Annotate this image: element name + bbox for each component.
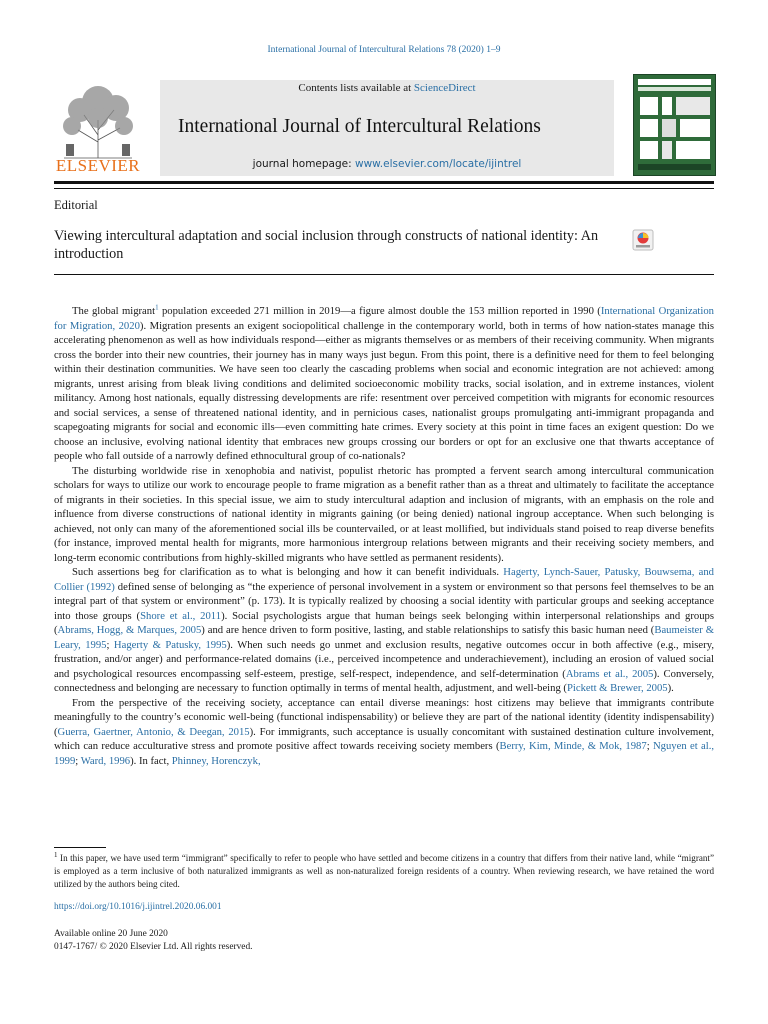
citation-link[interactable]: Abrams, Hogg, & Marques, 2005 [57,625,202,636]
journal-cover-thumbnail[interactable] [633,74,716,176]
header-rule-thin [54,188,714,189]
text-run: From the perspective of the receiving society, acceptance can entail diverse meanings: host citizens may believe that immigrants contribute meaningfully to the country’s economic well-being (functional indispensability) or believe they are part of the national identity (identity indispensability) ( [54,697,714,738]
citation-link[interactable]: Guerra, Gaertner, Antonio, & Deegan, 2015 [57,726,250,738]
text-run: population exceeded 271 million in 2019—a figure almost double the 153 million reported in 1990 ( [158,306,601,317]
header-rule-thick [54,181,714,184]
journal-banner [160,80,614,176]
homepage-line [160,158,614,170]
footnote-text: In this paper, we have used term “immigrant” specifically to refer to people who have settled and become citizens in a country that differs from their native land, while “migrant” is employed as a term inclusive of both naturalized immigrants as well as non-naturalized foreign residents of a country. When reviewing research, we have retained the word utilized by the authors being cited. [54,853,714,889]
paragraph-4 [54,697,714,770]
footnote [54,852,714,891]
contents-line [160,82,614,94]
citation-link[interactable]: Ward, 1996 [80,755,131,767]
section-label: Editorial [54,198,98,212]
citation-link[interactable]: Hagerty, Lynch-Sauer, Patusky, Bouwsema, and Collier (1992) [54,567,714,593]
sciencedirect-link[interactable]: ScienceDirect [413,82,476,94]
available-online-date: Available online 20 June 2020 [54,929,168,939]
text-run: ). In fact, [130,755,172,767]
doi-link[interactable]: https://doi.org/10.1016/j.ijintrel.2020.06.001 [54,902,222,912]
text-run: The global migrant [72,306,156,317]
text-run: ). [667,683,674,694]
check-for-updates-icon[interactable] [632,229,654,251]
article-title: Viewing intercultural adaptation and social inclusion through constructs of national identity: An introduction [54,228,599,262]
citation-link[interactable]: Pickett & Brewer, 2005 [566,683,668,694]
text-run: ). Conversely, connectedness and belonging are necessary to function optimally in terms of mental health, adjustment, and well-being ( [54,668,714,694]
citation-link[interactable]: Nguyen et al., 1999 [54,741,715,767]
paragraph-1 [54,305,714,465]
text-run: ). Migration presents an exigent sociopolitical challenge in the contemporary world, both in terms of how nation-states manage this accelerating phenomenon as well as how individuals respond—either as migrants themselves or as members of their receiving community. When migrants cross the border into their new countries, their journey has in many ways just begun. From this point, there is a definitive need for them to feel belonging within their destination communities. We have seen too clearly the cascading problems when social and economic integration are not achieved: among migrants, unrest arising from bleak living conditions and delimited socioeconomic mobility tracks, social isolation, and in extreme instances, violent militancy. Among host nationals, equally distressing developments are rife: resentment over perceived competition with migrants for economic resources and social services, a sense of threatened national identity, and in pernicious cases, nationalist groups promulgating anti-immigrant propaganda and scapegoating migrants for social and economic ills—even committing hate crimes. Every society at this point in time faces an exigent question: Do we choose an inclusive, evolving national identity that embraces new groups crossing our borders or opt for an exclusive one that thwarts acceptance of people who fall outside of a narrowly defined ethnocultural group of co-nationals? [54,320,714,462]
citation-link[interactable]: Berry, Kim, Minde, & Mok, 1987 [499,741,647,752]
footnote-number: 1 [54,850,58,859]
journal-citation-line[interactable]: International Journal of Intercultural Relations 78 (2020) 1–9 [267,45,501,55]
contents-prefix: Contents lists available at [298,82,414,94]
citation-link[interactable]: Phinney, Horenczyk, [171,755,261,767]
citation-link[interactable]: Baumeister & Leary, 1995 [54,625,714,651]
text-run: ; [75,755,81,767]
citation-link[interactable]: Abrams et al., 2005 [565,668,654,680]
availability-info [54,928,253,954]
masthead [54,72,714,180]
citation-link[interactable]: International Organization for Migration, 2020 [54,306,714,332]
text-run: ; [646,741,653,752]
homepage-prefix: journal homepage: [252,158,355,170]
text-run: ). When such needs go unmet and exclusion results, negative outcomes occur in both affective (e.g., misery, frustration, and/or anger) and performance-related domains (i.e., perceived incompetence and underachievement), including an erosion of valued social and psychological resources encompassing self-esteem, prestige, self-respect, independence, and self-determination ( [54,639,714,680]
citation-link[interactable]: Hagerty & Patusky, 1995 [113,639,227,651]
footnote-rule [54,847,106,848]
text-run: ; [106,639,114,651]
title-rule [54,274,714,275]
article-body [54,305,714,769]
text-run: defined sense of belonging as “the experience of personal involvement in a system or environment so that persons feel themselves to be an integral part of that system or environment” (p. 173). It is typically realized by choosing a social identity with particular groups and seeking acceptance into those groups ( [54,581,714,622]
elsevier-wordmark[interactable]: ELSEVIER [55,156,141,175]
paragraph-2: The disturbing worldwide rise in xenophobia and nativist, populist rhetoric has prompted a fervent search among intercultural communication scholars for ways to utilize our work to encourage people to frame migration as a benefit rather than as a threat and ultimately to facilitate the acceptance of migrants in their societies. In this special issue, we aim to study intercultural adaption and inclusion of migrants, with an emphasis on the role and influence from diverse constructions of national identity in migrants gaining (or being denied) national ingroup acceptance. When such belonging is achieved, not only can many of the aforementioned social ills be countervailed, or at least mollified, but individuals stand poised to reap diverse benefits (for instance, improved mental health for migrants, more harmonious intergroup relations between migrants and their receiving society members, and long-term economic contributions from highly-skilled migrants who have settled as permanent residents). [54,465,714,564]
text-run: Such assertions beg for clarification as to what is belonging and how it can benefit individuals. [72,567,504,578]
text-run: ). For immigrants, such acceptance is usually concomitant with sustained destination culture involvement, which can reduce acculturative stress and promote positive affect towards receiving society members ( [54,726,714,752]
text-run: ). Social psychologists argue that human beings seek belonging within interpersonal relationships and groups ( [54,610,714,636]
footnote-marker[interactable]: 1 [155,303,159,312]
paragraph-3 [54,566,714,697]
journal-title: International Journal of Intercultural Relations [178,116,541,137]
citation-link[interactable]: Shore et al., 2011 [140,610,222,622]
text-run: ) and are hence driven to form positive, lasting, and stable relationships to satisfy this basic human need ( [201,625,655,636]
homepage-link[interactable]: www.elsevier.com/locate/ijintrel [355,158,522,170]
copyright-line: 0147-1767/ © 2020 Elsevier Ltd. All rights reserved. [54,942,253,952]
